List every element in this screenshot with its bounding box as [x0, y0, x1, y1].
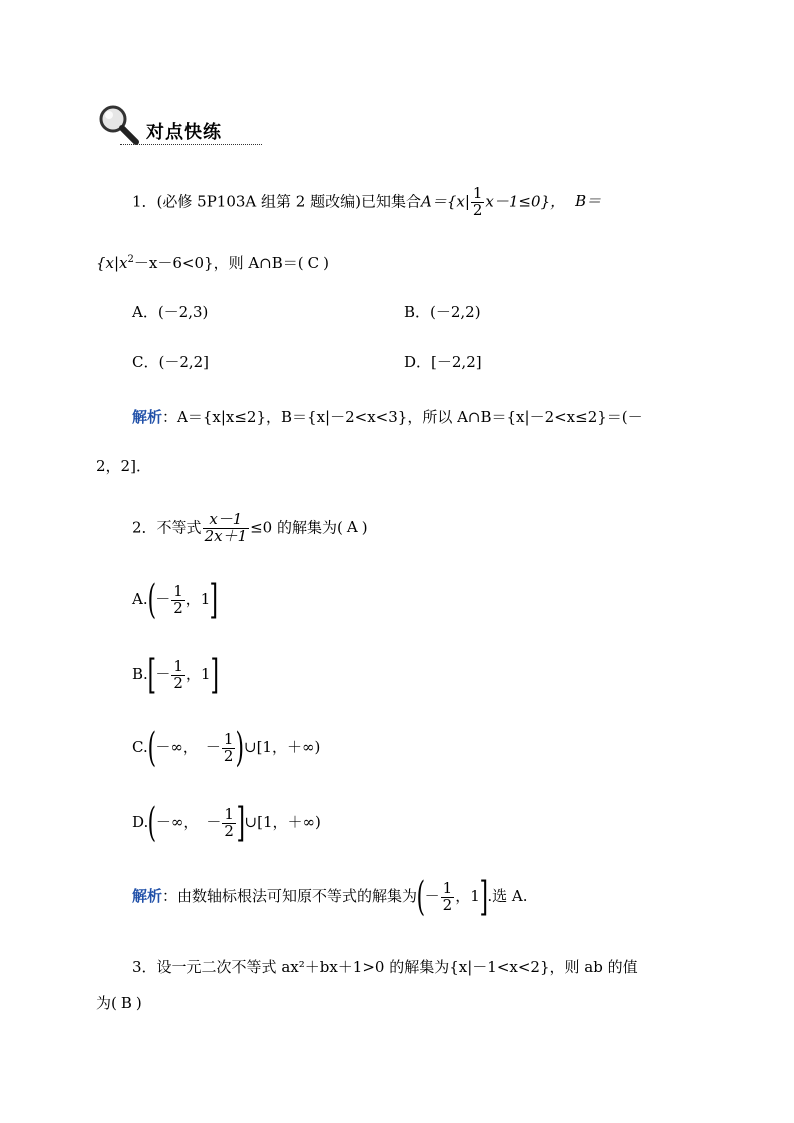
title-underline	[120, 144, 262, 145]
q1-option-b: B．(－2,2)	[404, 303, 481, 321]
q2-option-c: C.(－∞， － $\frac{1}{2}$ )∪[1，＋∞)	[132, 725, 321, 771]
q2-answer: A	[346, 518, 358, 537]
q2-stem: 2．不等式 $\frac{x-1}{2x+1}$ ≤0 的解集为( A )	[132, 510, 368, 545]
q1-option-a: A．(－2,3)	[132, 303, 209, 321]
q3-stem: 3．设一元二次不等式 ax²＋bx＋1>0 的解集为{x|－1<x<2}，则 ab 的值	[132, 958, 638, 976]
q1-answer: C	[307, 254, 320, 272]
q1-analysis: 解析：A＝{x|x≤2}，B＝{x|－2<x<3}，所以 A∩B＝{x|－2<x≤2}＝(－	[132, 408, 643, 426]
q3-stem-line2: 为( B )	[96, 994, 142, 1012]
q2-fraction: $\frac{x-1}{2x+1}$	[204, 510, 248, 545]
q3-answer: B	[120, 994, 132, 1012]
q2-option-b: B.[－ $\frac{1}{2}$ ，1]	[132, 652, 219, 698]
q2-option-a: A.(－ $\frac{1}{2}$ ，1]	[132, 577, 219, 623]
q2-option-d: D.(－∞， － $\frac{1}{2}$ ]∪[1，＋∞)	[132, 800, 321, 846]
q1-option-c: C．(－2,2]	[132, 353, 210, 371]
q1-stem-line2: $\{x|x^2-x-6<0\}$，则 A∩B＝( C )	[96, 254, 329, 272]
q1-option-d: D．[－2,2]	[404, 353, 482, 371]
q1-analysis-line2: 2，2]．	[96, 457, 151, 475]
magnifier-icon	[96, 102, 140, 146]
q1-stem: 1．(必修 5P103A 组第 2 题改编)已知集合A＝{x| $\frac{1}{2}$ x－1≤0}， B＝	[132, 184, 602, 219]
section-title: 对点快练	[146, 122, 222, 143]
q2-analysis: 解析：由数轴标根法可知原不等式的解集为(－ $\frac{1}{2}$ ，1].选 A.	[132, 874, 528, 920]
q1-fraction: $\frac{1}{2}$	[472, 184, 483, 219]
